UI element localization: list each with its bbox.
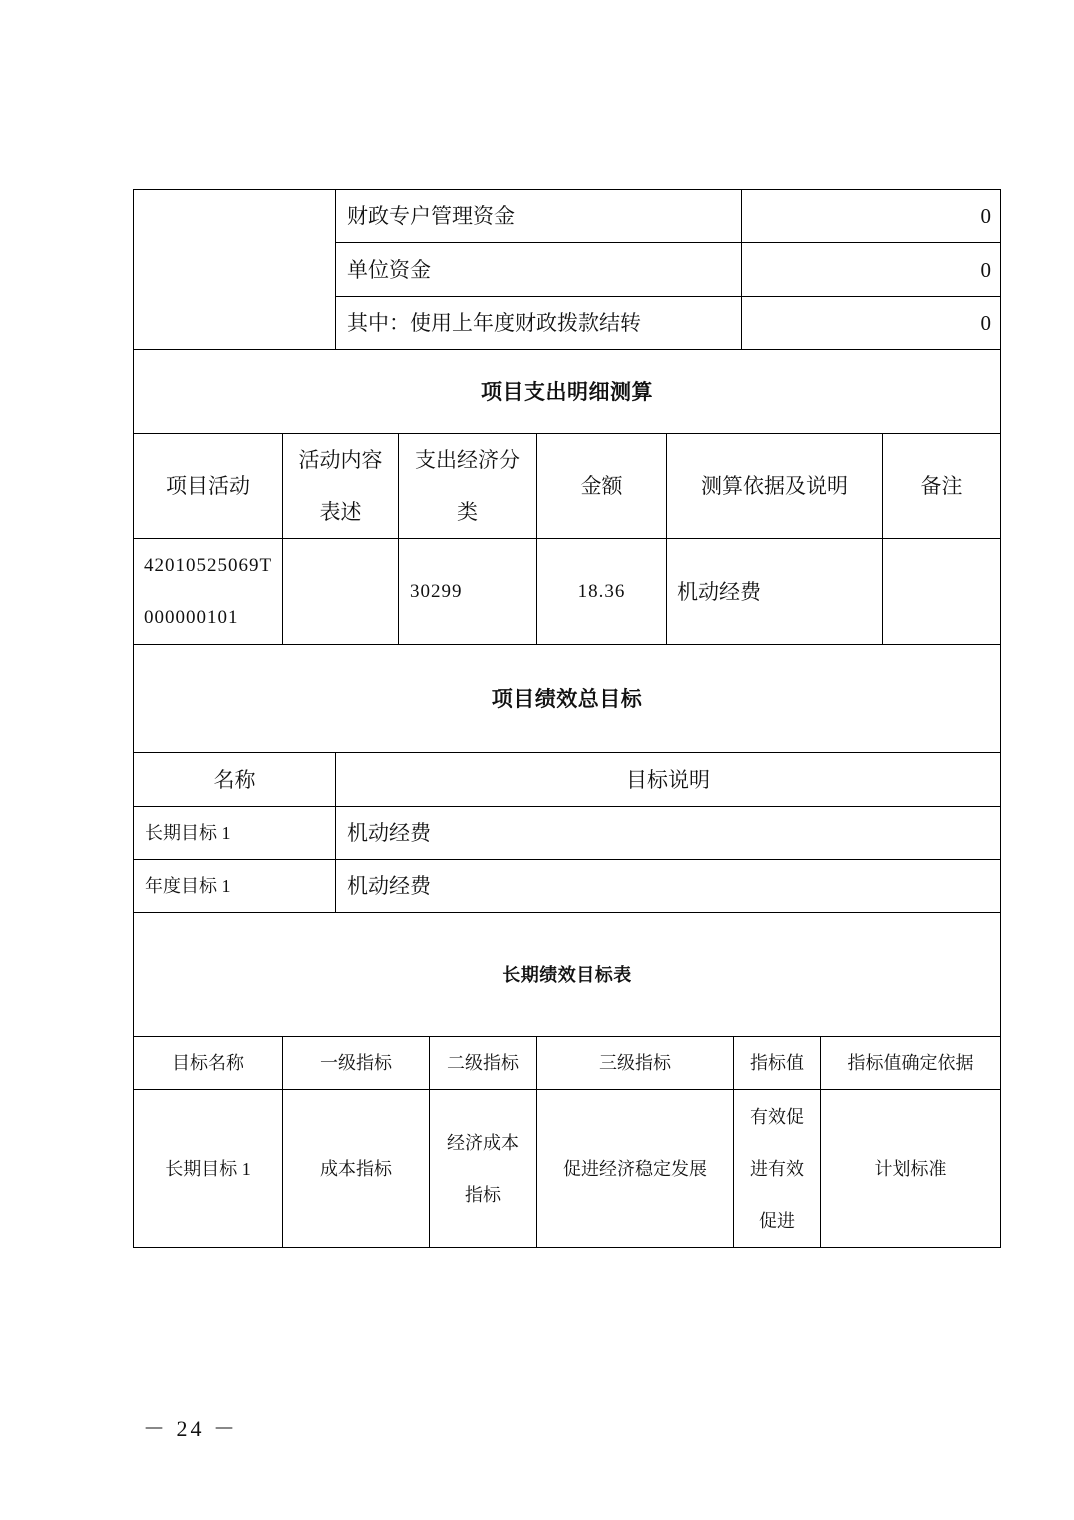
funding-label: 单位资金 xyxy=(347,257,431,282)
goal-name: 年度目标 1 xyxy=(145,876,231,896)
funding-label-cell xyxy=(336,190,742,243)
detail-header-cell xyxy=(399,434,537,539)
funding-label-cell xyxy=(336,243,742,297)
goal-description: 机动经费 xyxy=(347,874,431,898)
funding-value-cell xyxy=(742,297,1001,350)
indicator-cell xyxy=(821,1090,1001,1248)
calculation-basis: 机动经费 xyxy=(677,579,761,604)
detail-section-title-cell xyxy=(134,350,1001,434)
detail-header-cell xyxy=(134,434,283,539)
detail-cell-content xyxy=(283,539,399,645)
indicator-header: 二级指标 xyxy=(447,1053,519,1073)
detail-header: 金额 xyxy=(580,474,623,498)
indicator-goal-name: 长期目标 1 xyxy=(165,1158,251,1179)
indicator-header: 一级指标 xyxy=(320,1053,392,1073)
detail-header: 项目活动 xyxy=(166,474,250,498)
indicator-header: 三级指标 xyxy=(599,1053,671,1073)
detail-header: 备注 xyxy=(920,474,963,498)
indicator-basis: 计划标准 xyxy=(874,1158,947,1179)
detail-header-cell xyxy=(667,434,883,539)
long-term-section-title-cell xyxy=(134,913,1001,1037)
funding-value: 0 xyxy=(980,204,991,228)
funding-value: 0 xyxy=(980,257,991,282)
indicator-header: 指标值确定依据 xyxy=(847,1053,974,1073)
indicator-level-1: 成本指标 xyxy=(320,1158,392,1179)
indicator-header-cell xyxy=(430,1037,537,1090)
goal-description-cell xyxy=(336,807,1001,860)
detail-cell-remarks xyxy=(883,539,1001,645)
funding-label: 财政专户管理资金 xyxy=(347,204,515,228)
indicator-value: 有效促进有效促进 xyxy=(750,1106,804,1231)
funding-label: 其中：使用上年度财政拨款结转 xyxy=(347,311,641,335)
funding-value-cell xyxy=(742,243,1001,297)
indicator-cell xyxy=(283,1090,430,1248)
goal-description-cell xyxy=(336,860,1001,913)
goal-name-cell xyxy=(134,860,336,913)
detail-cell-amount xyxy=(537,539,667,645)
goal-description: 机动经费 xyxy=(347,821,431,845)
indicator-header-cell xyxy=(134,1037,283,1090)
funding-value-cell xyxy=(742,190,1001,243)
indicator-header-cell xyxy=(283,1037,430,1090)
detail-cell-economic-class xyxy=(399,539,537,645)
goal-header-cell xyxy=(336,753,1001,807)
indicator-cell xyxy=(134,1090,283,1248)
indicator-header-cell xyxy=(821,1037,1001,1090)
indicator-header: 目标名称 xyxy=(172,1053,244,1073)
long-term-section-title: 长期绩效目标表 xyxy=(502,964,632,985)
activity-code: 42010525069T000000101 xyxy=(144,554,273,628)
detail-header-cell xyxy=(283,434,399,539)
indicator-cell xyxy=(734,1090,821,1248)
indicator-header-cell xyxy=(734,1037,821,1090)
economic-class-code: 30299 xyxy=(410,580,463,602)
indicator-header-cell xyxy=(537,1037,734,1090)
detail-header: 支出经济分类 xyxy=(415,448,520,524)
detail-header-cell xyxy=(537,434,667,539)
indicator-cell xyxy=(537,1090,734,1248)
goal-name-cell xyxy=(134,807,336,860)
amount-value: 18.36 xyxy=(577,580,626,602)
funding-label-cell xyxy=(336,297,742,350)
indicator-cell xyxy=(430,1090,537,1248)
page-number: － 24 － xyxy=(143,1416,239,1441)
detail-cell-activity xyxy=(134,539,283,645)
indicator-header: 指标值 xyxy=(750,1053,804,1073)
goal-header: 名称 xyxy=(213,767,256,792)
detail-header: 活动内容表述 xyxy=(298,448,383,524)
goal-name: 长期目标 1 xyxy=(145,823,231,843)
goal-section-title-cell xyxy=(134,645,1001,753)
budget-table xyxy=(133,189,1001,1248)
detail-header: 测算依据及说明 xyxy=(701,474,848,498)
funding-value: 0 xyxy=(980,311,991,335)
indicator-level-2: 经济成本指标 xyxy=(447,1132,519,1205)
detail-header-cell xyxy=(883,434,1001,539)
goal-section-title: 项目绩效总目标 xyxy=(491,686,643,711)
funding-empty-cell xyxy=(134,190,336,350)
goal-header-cell xyxy=(134,753,336,807)
detail-cell-basis xyxy=(667,539,883,645)
indicator-level-3: 促进经济稳定发展 xyxy=(563,1158,707,1179)
detail-section-title: 项目支出明细测算 xyxy=(481,379,653,404)
goal-header: 目标说明 xyxy=(626,767,710,792)
